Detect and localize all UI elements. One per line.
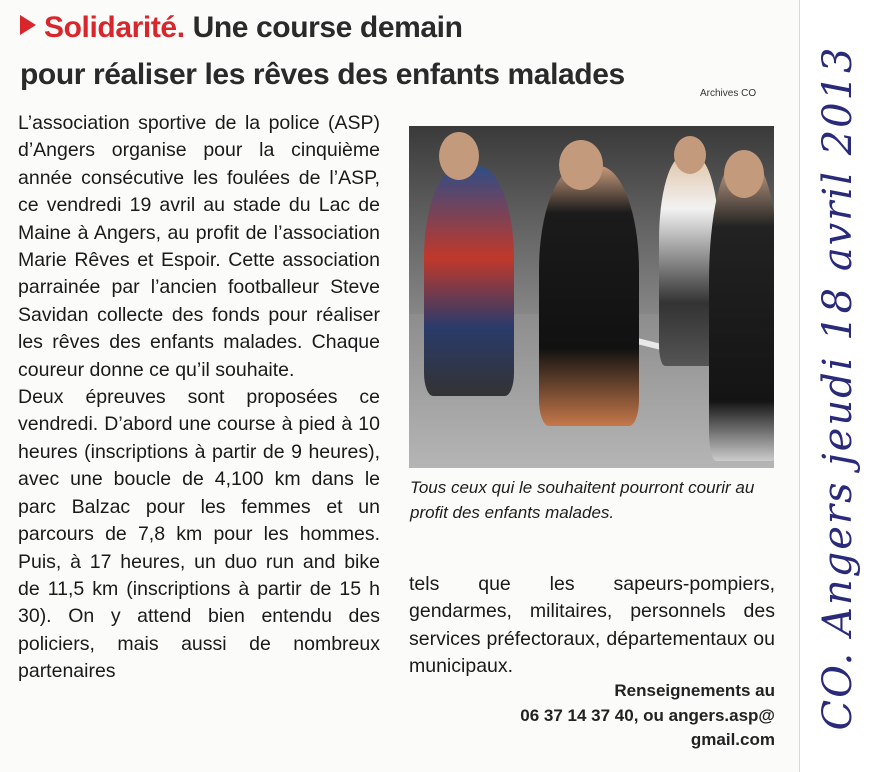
runner-head bbox=[439, 132, 479, 180]
headline-kicker: Solidarité. bbox=[44, 11, 185, 44]
headline-line2: pour réaliser les rêves des enfants malades bbox=[20, 58, 625, 91]
article-paragraph: L’association sportive de la police (ASP) d’Angers organise pour la cinquième année consécutive les foulées de l’ASP, ce vendredi 19 avril au stade du Lac de Maine à Angers, au profit de l’association Marie Rêves et Espoir. Cette association parrainée par l’ancien footballeur Steve Savidan collecte des fonds pour réaliser les rêves des enfants malades. Chaque coureur donne ce qu’il souhaite. bbox=[18, 112, 380, 381]
headline-line1: Une course demain bbox=[192, 11, 463, 44]
runner-head bbox=[674, 136, 706, 174]
scan-edge bbox=[799, 0, 800, 772]
runner-head bbox=[724, 150, 764, 198]
runner-figure bbox=[709, 161, 774, 461]
contact-line: 06 37 14 37 40, ou angers.asp@ bbox=[520, 705, 775, 725]
runner-head bbox=[559, 140, 603, 190]
contact-line: gmail.com bbox=[690, 730, 775, 749]
contact-line: Renseignements au bbox=[614, 681, 775, 700]
arrow-icon bbox=[20, 15, 36, 35]
handwritten-annotation: CO. Angers jeudi 18 avril 2013 bbox=[815, 45, 861, 731]
contact-info bbox=[409, 679, 775, 753]
article-paragraph: Deux épreuves sont proposées ce vendredi. D’abord une course à pied à 10 heures (inscriptions à partir de 9 heures), avec une boucle de 4,100 km dans le parc Balzac pour les femmes et un parcours de 7,8 km pour les hommes. Puis, à 17 heures, un duo run and bike de 11,5 km (inscriptions à partir de 15 h 30). On y attend bien entendu des policiers, mais aussi de nombreux partenaires bbox=[18, 386, 380, 683]
article-paragraph: tels que les sapeurs-pompiers, gendarmes, militaires, personnels des services préfectoraux, départementaux ou municipaux. bbox=[409, 573, 775, 678]
article-column-left bbox=[18, 110, 380, 686]
headline bbox=[20, 4, 790, 98]
article-column-right bbox=[409, 571, 775, 681]
runner-figure bbox=[539, 166, 639, 426]
runner-figure bbox=[424, 166, 514, 396]
photo-credit: Archives CO bbox=[700, 88, 757, 99]
runners-photo bbox=[409, 126, 774, 468]
photo-caption: Tous ceux qui le souhaitent pourront courir au profit des enfants malades. bbox=[410, 478, 755, 522]
